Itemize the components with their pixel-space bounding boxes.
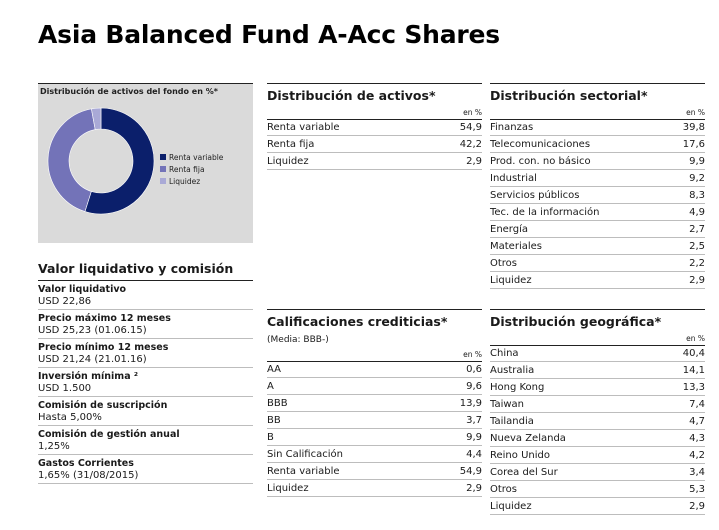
asset-distribution-row-label: Renta fija (267, 138, 315, 150)
nav-item-label: Gastos Corrientes (38, 458, 134, 469)
legend-label: Liquidez (169, 176, 201, 186)
credit-rating-row-value: 4,4 (466, 448, 482, 460)
sector-distribution-row-label: Servicios públicos (490, 189, 580, 201)
geographic-distribution-row-label: Taiwan (490, 398, 525, 410)
asset-distribution-row-value: 2,9 (466, 155, 482, 167)
asset-distribution-rows (267, 119, 482, 170)
geographic-distribution-row-value: 4,2 (689, 449, 705, 461)
credit-rating-row-value: 13,9 (459, 397, 482, 409)
asset-distribution-row (267, 119, 482, 136)
legend-item (160, 151, 223, 163)
sector-distribution-row-label: Otros (490, 257, 518, 269)
sector-distribution-row-label: Liquidez (490, 274, 532, 286)
geographic-distribution-row-label: Corea del Sur (490, 466, 558, 478)
credit-rating-row-label: BB (267, 414, 281, 426)
geographic-distribution-row (490, 498, 705, 515)
nav-item-list (38, 284, 253, 484)
geographic-distribution-row (490, 481, 705, 498)
geographic-distribution-row-value: 2,9 (689, 500, 705, 512)
credit-rating-row (267, 446, 482, 463)
asset-distribution-unit: en % (463, 108, 482, 117)
sector-distribution-row-label: Materiales (490, 240, 542, 252)
credit-ratings-unit: en % (463, 350, 482, 359)
credit-rating-row-label: BBB (267, 397, 288, 409)
asset-distribution-row-value: 42,2 (459, 138, 482, 150)
asset-allocation-chart-panel (38, 83, 253, 243)
credit-ratings-rows (267, 361, 482, 497)
sector-distribution-row-value: 8,3 (689, 189, 705, 201)
sector-distribution-row (490, 221, 705, 238)
geographic-distribution-row (490, 430, 705, 447)
sector-distribution-row (490, 272, 705, 289)
nav-item (38, 400, 253, 426)
nav-item-value: USD 21,24 (21.01.16) (38, 354, 147, 365)
geographic-distribution-row-value: 5,3 (689, 483, 705, 495)
asset-distribution-row-value: 54,9 (459, 122, 482, 133)
nav-item (38, 342, 253, 368)
geographic-distribution-row (490, 396, 705, 413)
credit-rating-row-label: B (267, 431, 274, 443)
credit-rating-row (267, 361, 482, 378)
sector-distribution-table (490, 83, 705, 289)
page-title: Asia Balanced Fund A-Acc Shares (38, 20, 500, 49)
geographic-distribution-row (490, 362, 705, 379)
asset-distribution-table (267, 83, 482, 170)
sector-distribution-row-value: 9,9 (689, 155, 705, 167)
legend-label: Renta fija (169, 164, 205, 174)
credit-rating-row-value: 3,7 (466, 414, 482, 426)
sector-distribution-row (490, 170, 705, 187)
nav-item-label: Comisión de suscripción (38, 400, 168, 411)
nav-item-value: USD 22,86 (38, 296, 92, 307)
sector-distribution-row-value: 2,2 (689, 257, 705, 269)
sector-distribution-row (490, 119, 705, 136)
sector-distribution-row-label: Prod. con. no básico (490, 155, 591, 167)
nav-item (38, 313, 253, 339)
sector-distribution-row-value: 2,9 (689, 274, 705, 286)
nav-item-value: USD 1.500 (38, 383, 92, 394)
credit-rating-row-label: Sin Calificación (267, 448, 343, 460)
credit-ratings-header: Calificaciones crediticias* (267, 309, 482, 333)
sector-distribution-header: Distribución sectorial* (490, 83, 705, 107)
geographic-distribution-row-value: 13,3 (682, 381, 705, 393)
sector-distribution-rows (490, 119, 705, 289)
sector-distribution-row (490, 238, 705, 255)
chart-legend (160, 151, 223, 187)
nav-item-label: Precio máximo 12 meses (38, 313, 171, 324)
credit-ratings-table (267, 309, 482, 497)
credit-rating-row (267, 480, 482, 497)
nav-item (38, 429, 253, 455)
asset-distribution-header: Distribución de activos* (267, 83, 482, 107)
credit-rating-row-value: 0,6 (466, 364, 482, 375)
legend-label: Renta variable (169, 152, 224, 162)
nav-item-value: 1,65% (31/08/2015) (38, 470, 139, 481)
nav-panel-header: Valor liquidativo y comisión (38, 255, 253, 281)
nav-item-label: Valor liquidativo (38, 284, 127, 295)
sector-distribution-row-value: 9,2 (689, 172, 705, 184)
nav-item-value: Hasta 5,00% (38, 412, 102, 423)
credit-rating-row (267, 463, 482, 480)
sector-distribution-row-label: Telecomunicaciones (490, 138, 591, 150)
credit-rating-row (267, 395, 482, 412)
geographic-distribution-row-label: Hong Kong (490, 381, 545, 393)
geographic-distribution-row-value: 4,7 (689, 415, 705, 427)
asset-distribution-row-label: Renta variable (267, 122, 340, 133)
sector-distribution-row-value: 2,5 (689, 240, 705, 252)
sector-distribution-row (490, 204, 705, 221)
geographic-distribution-row-label: China (490, 348, 519, 359)
geographic-distribution-rows (490, 345, 705, 515)
donut-chart (46, 106, 156, 216)
legend-item (160, 175, 223, 187)
asset-distribution-row (267, 136, 482, 153)
geographic-distribution-row-label: Reino Unido (490, 449, 550, 461)
nav-item-label: Precio mínimo 12 meses (38, 342, 169, 353)
geographic-distribution-row (490, 345, 705, 362)
nav-item (38, 284, 253, 310)
sector-distribution-row-value: 17,6 (682, 138, 705, 150)
credit-rating-row-label: A (267, 380, 274, 392)
sector-distribution-row (490, 255, 705, 272)
sector-distribution-row-label: Industrial (490, 172, 537, 184)
sector-distribution-row-value: 4,9 (689, 206, 705, 218)
sector-distribution-row-value: 39,8 (682, 122, 705, 133)
geographic-distribution-header: Distribución geográfica* (490, 309, 705, 333)
credit-rating-row-label: Liquidez (267, 482, 309, 494)
legend-swatch (160, 154, 166, 160)
credit-rating-row-value: 2,9 (466, 482, 482, 494)
credit-rating-row (267, 429, 482, 446)
geographic-distribution-row-label: Tailandia (490, 415, 534, 427)
sector-distribution-unit: en % (686, 108, 705, 117)
donut-slice-1 (48, 109, 95, 212)
sector-distribution-row-value: 2,7 (689, 223, 705, 235)
chart-title: Distribución de activos del fondo en %* (40, 87, 218, 96)
asset-distribution-row-label: Liquidez (267, 155, 309, 167)
sector-distribution-row (490, 136, 705, 153)
nav-panel (38, 255, 253, 484)
geographic-distribution-row-value: 4,3 (689, 432, 705, 444)
credit-rating-row (267, 378, 482, 395)
geographic-distribution-row (490, 447, 705, 464)
geographic-distribution-row-value: 7,4 (689, 398, 705, 410)
geographic-distribution-unit: en % (686, 334, 705, 343)
nav-item-label: Inversión mínima ² (38, 371, 139, 382)
credit-rating-row-value: 54,9 (459, 465, 482, 477)
geographic-distribution-row-label: Australia (490, 364, 535, 376)
credit-rating-row-label: AA (267, 364, 281, 375)
credit-rating-row-label: Renta variable (267, 465, 340, 477)
geographic-distribution-row-label: Liquidez (490, 500, 532, 512)
sector-distribution-row (490, 153, 705, 170)
sector-distribution-row-label: Energía (490, 223, 528, 235)
credit-rating-row (267, 412, 482, 429)
geographic-distribution-row-value: 3,4 (689, 466, 705, 478)
nav-item-label: Comisión de gestión anual (38, 429, 180, 440)
asset-distribution-row (267, 153, 482, 170)
geographic-distribution-row (490, 379, 705, 396)
legend-item (160, 163, 223, 175)
geographic-distribution-row-label: Nueva Zelanda (490, 432, 566, 444)
legend-swatch (160, 178, 166, 184)
geographic-distribution-table (490, 309, 705, 515)
credit-rating-row-value: 9,9 (466, 431, 482, 443)
credit-rating-row-value: 9,6 (466, 380, 482, 392)
geographic-distribution-row (490, 413, 705, 430)
geographic-distribution-row-label: Otros (490, 483, 518, 495)
nav-item (38, 371, 253, 397)
nav-item (38, 458, 253, 484)
sector-distribution-row-label: Tec. de la información (490, 206, 600, 218)
legend-swatch (160, 166, 166, 172)
geographic-distribution-row-value: 14,1 (682, 364, 705, 376)
geographic-distribution-row (490, 464, 705, 481)
nav-item-value: 1,25% (38, 441, 70, 452)
nav-item-value: USD 25,23 (01.06.15) (38, 325, 147, 336)
sector-distribution-row (490, 187, 705, 204)
sector-distribution-row-label: Finanzas (490, 122, 534, 133)
geographic-distribution-row-value: 40,4 (682, 348, 705, 359)
credit-ratings-subtitle: (Media: BBB-) (267, 335, 329, 345)
